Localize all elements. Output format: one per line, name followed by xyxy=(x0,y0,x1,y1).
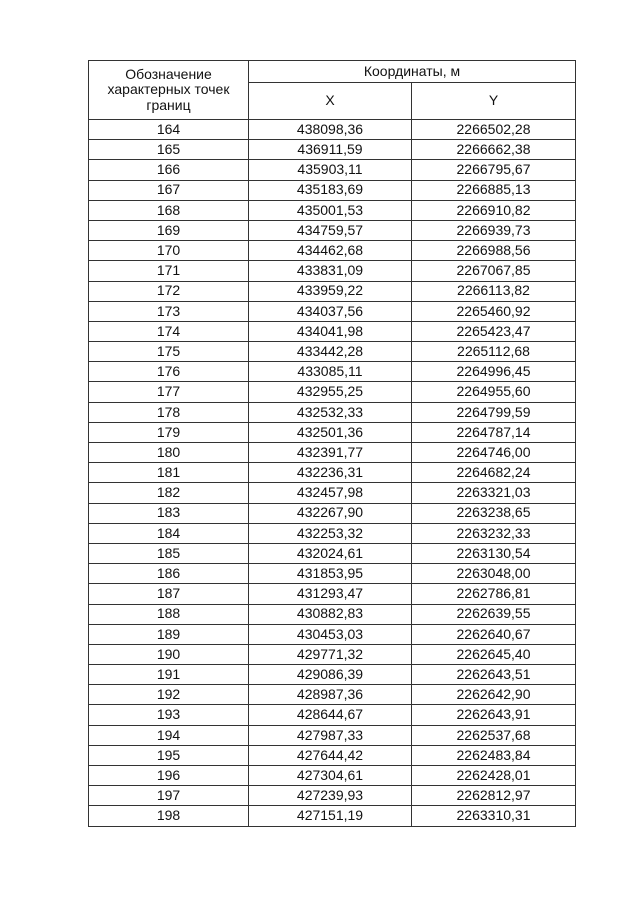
y-cell: 2264799,59 xyxy=(412,402,576,422)
x-cell: 433959,22 xyxy=(249,281,412,301)
point-cell: 166 xyxy=(89,160,249,180)
y-cell: 2265460,92 xyxy=(412,301,576,321)
point-cell: 191 xyxy=(89,665,249,685)
table-row xyxy=(89,483,576,503)
y-cell: 2266910,82 xyxy=(412,200,576,220)
table-row xyxy=(89,422,576,442)
table-row xyxy=(89,160,576,180)
point-cell: 176 xyxy=(89,362,249,382)
point-cell: 168 xyxy=(89,200,249,220)
point-cell: 195 xyxy=(89,745,249,765)
x-cell: 432236,31 xyxy=(249,463,412,483)
y-cell: 2262786,81 xyxy=(412,584,576,604)
table-row xyxy=(89,180,576,200)
y-cell: 2262812,97 xyxy=(412,786,576,806)
table-row xyxy=(89,443,576,463)
table-row xyxy=(89,140,576,160)
point-cell: 177 xyxy=(89,382,249,402)
y-cell: 2264787,14 xyxy=(412,422,576,442)
table-row xyxy=(89,261,576,281)
point-cell: 185 xyxy=(89,543,249,563)
table-row xyxy=(89,220,576,240)
y-cell: 2266795,67 xyxy=(412,160,576,180)
table-row xyxy=(89,564,576,584)
y-cell: 2265112,68 xyxy=(412,342,576,362)
y-cell: 2267067,85 xyxy=(412,261,576,281)
table-row xyxy=(89,120,576,140)
x-cell: 435183,69 xyxy=(249,180,412,200)
point-cell: 173 xyxy=(89,301,249,321)
point-cell: 184 xyxy=(89,523,249,543)
y-cell: 2262645,40 xyxy=(412,644,576,664)
point-cell: 183 xyxy=(89,503,249,523)
table-row xyxy=(89,644,576,664)
table-row xyxy=(89,786,576,806)
x-cell: 435903,11 xyxy=(249,160,412,180)
point-cell: 196 xyxy=(89,766,249,786)
y-cell: 2266502,28 xyxy=(412,120,576,140)
y-cell: 2263048,00 xyxy=(412,564,576,584)
point-cell: 197 xyxy=(89,786,249,806)
x-cell: 429086,39 xyxy=(249,665,412,685)
y-cell: 2264996,45 xyxy=(412,362,576,382)
header-y: Y xyxy=(412,83,576,120)
table-row xyxy=(89,301,576,321)
point-cell: 193 xyxy=(89,705,249,725)
y-cell: 2263310,31 xyxy=(412,806,576,826)
x-cell: 432253,32 xyxy=(249,523,412,543)
table-row xyxy=(89,200,576,220)
x-cell: 430453,03 xyxy=(249,624,412,644)
x-cell: 427151,19 xyxy=(249,806,412,826)
point-cell: 175 xyxy=(89,342,249,362)
table-row xyxy=(89,745,576,765)
point-cell: 167 xyxy=(89,180,249,200)
table-body xyxy=(89,120,576,827)
table-row xyxy=(89,503,576,523)
table-row xyxy=(89,382,576,402)
y-cell: 2262483,84 xyxy=(412,745,576,765)
table-row xyxy=(89,321,576,341)
x-cell: 427239,93 xyxy=(249,786,412,806)
y-cell: 2262428,01 xyxy=(412,766,576,786)
y-cell: 2262639,55 xyxy=(412,604,576,624)
table-row xyxy=(89,766,576,786)
x-cell: 433442,28 xyxy=(249,342,412,362)
y-cell: 2266885,13 xyxy=(412,180,576,200)
point-cell: 192 xyxy=(89,685,249,705)
x-cell: 432955,25 xyxy=(249,382,412,402)
x-cell: 433831,09 xyxy=(249,261,412,281)
table-row xyxy=(89,543,576,563)
table-row xyxy=(89,604,576,624)
point-cell: 188 xyxy=(89,604,249,624)
y-cell: 2264955,60 xyxy=(412,382,576,402)
header-point-designation: Обозначение характерных точек границ xyxy=(89,61,249,120)
x-cell: 427987,33 xyxy=(249,725,412,745)
x-cell: 429771,32 xyxy=(249,644,412,664)
table-row xyxy=(89,665,576,685)
x-cell: 432391,77 xyxy=(249,443,412,463)
point-cell: 182 xyxy=(89,483,249,503)
point-cell: 172 xyxy=(89,281,249,301)
x-cell: 427304,61 xyxy=(249,766,412,786)
y-cell: 2263238,65 xyxy=(412,503,576,523)
x-cell: 434462,68 xyxy=(249,241,412,261)
point-cell: 187 xyxy=(89,584,249,604)
y-cell: 2262640,67 xyxy=(412,624,576,644)
point-cell: 164 xyxy=(89,120,249,140)
x-cell: 430882,83 xyxy=(249,604,412,624)
table-row xyxy=(89,402,576,422)
point-cell: 198 xyxy=(89,806,249,826)
table-row xyxy=(89,241,576,261)
x-cell: 428644,67 xyxy=(249,705,412,725)
point-cell: 171 xyxy=(89,261,249,281)
header-coordinates: Координаты, м xyxy=(249,61,576,83)
point-cell: 165 xyxy=(89,140,249,160)
table-row xyxy=(89,584,576,604)
x-cell: 432501,36 xyxy=(249,422,412,442)
y-cell: 2266939,73 xyxy=(412,220,576,240)
y-cell: 2263130,54 xyxy=(412,543,576,563)
point-cell: 174 xyxy=(89,321,249,341)
x-cell: 434037,56 xyxy=(249,301,412,321)
x-cell: 427644,42 xyxy=(249,745,412,765)
x-cell: 432532,33 xyxy=(249,402,412,422)
y-cell: 2262537,68 xyxy=(412,725,576,745)
point-cell: 186 xyxy=(89,564,249,584)
x-cell: 428987,36 xyxy=(249,685,412,705)
x-cell: 435001,53 xyxy=(249,200,412,220)
table-header xyxy=(89,61,576,120)
point-cell: 180 xyxy=(89,443,249,463)
table-row xyxy=(89,685,576,705)
table-row xyxy=(89,806,576,826)
x-cell: 431853,95 xyxy=(249,564,412,584)
y-cell: 2266988,56 xyxy=(412,241,576,261)
y-cell: 2264682,24 xyxy=(412,463,576,483)
x-cell: 432267,90 xyxy=(249,503,412,523)
y-cell: 2262643,91 xyxy=(412,705,576,725)
y-cell: 2265423,47 xyxy=(412,321,576,341)
y-cell: 2262643,51 xyxy=(412,665,576,685)
point-cell: 181 xyxy=(89,463,249,483)
coordinates-table xyxy=(88,60,576,827)
table-row xyxy=(89,362,576,382)
x-cell: 436911,59 xyxy=(249,140,412,160)
point-cell: 178 xyxy=(89,402,249,422)
point-cell: 170 xyxy=(89,241,249,261)
table-row xyxy=(89,624,576,644)
table-row xyxy=(89,705,576,725)
point-cell: 194 xyxy=(89,725,249,745)
x-cell: 432457,98 xyxy=(249,483,412,503)
y-cell: 2266662,38 xyxy=(412,140,576,160)
point-cell: 190 xyxy=(89,644,249,664)
x-cell: 432024,61 xyxy=(249,543,412,563)
y-cell: 2263232,33 xyxy=(412,523,576,543)
point-cell: 179 xyxy=(89,422,249,442)
y-cell: 2263321,03 xyxy=(412,483,576,503)
x-cell: 431293,47 xyxy=(249,584,412,604)
x-cell: 434041,98 xyxy=(249,321,412,341)
y-cell: 2264746,00 xyxy=(412,443,576,463)
table-row xyxy=(89,725,576,745)
x-cell: 434759,57 xyxy=(249,220,412,240)
header-row-top xyxy=(89,61,576,83)
header-x: X xyxy=(249,83,412,120)
point-cell: 189 xyxy=(89,624,249,644)
table-row xyxy=(89,463,576,483)
table-row xyxy=(89,281,576,301)
y-cell: 2262642,90 xyxy=(412,685,576,705)
y-cell: 2266113,82 xyxy=(412,281,576,301)
point-cell: 169 xyxy=(89,220,249,240)
table-row xyxy=(89,523,576,543)
x-cell: 433085,11 xyxy=(249,362,412,382)
x-cell: 438098,36 xyxy=(249,120,412,140)
table-row xyxy=(89,342,576,362)
